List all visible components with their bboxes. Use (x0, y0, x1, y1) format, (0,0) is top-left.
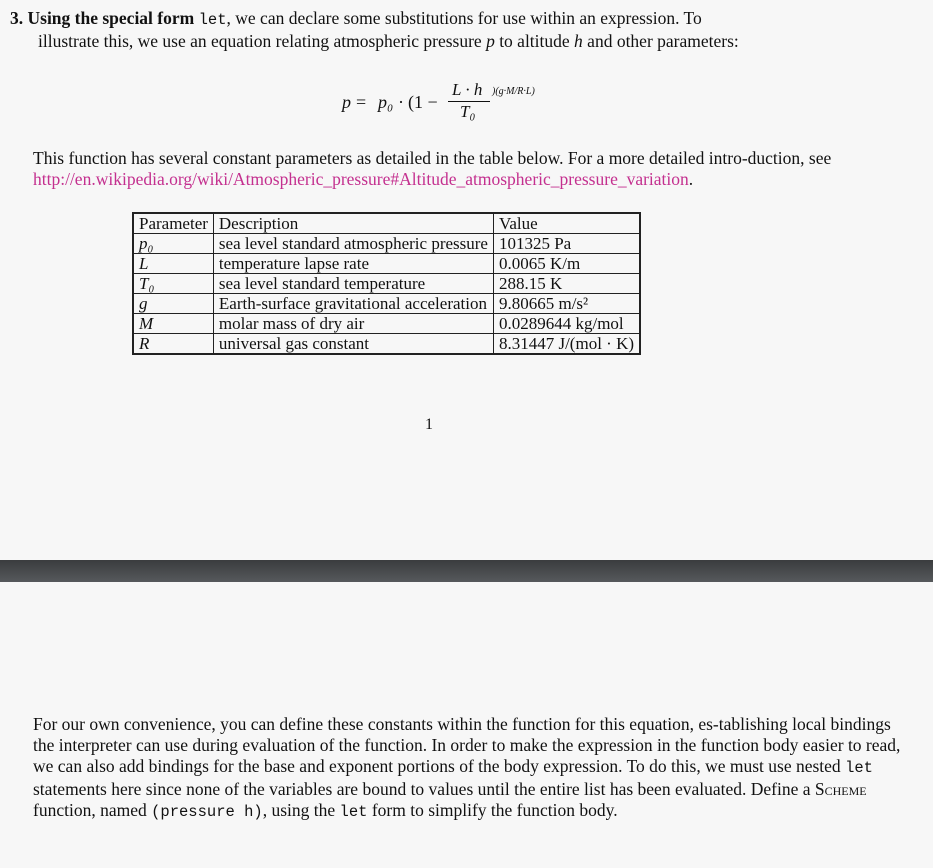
header-description: Description (213, 213, 493, 234)
eq-p0: p₀ (378, 92, 394, 112)
eq-open: (1 − (408, 92, 438, 112)
pressure-equation (342, 80, 602, 128)
code-let: let (198, 11, 227, 29)
eq-equals: = (356, 92, 367, 112)
intro-text: , we can declare some substitutions for use within an expression. To (226, 8, 702, 28)
var-p: p (486, 31, 495, 51)
table-row: L temperature lapse rate 0.0065 K/m (133, 254, 640, 274)
page-separator (0, 560, 933, 582)
header-value: Value (493, 213, 640, 234)
parameter-table (132, 212, 641, 355)
code-pressure-h: (pressure h) (151, 803, 263, 821)
eq-denominator: T₀ (460, 102, 476, 121)
var-h: h (574, 31, 583, 51)
wikipedia-link[interactable]: http://en.wikipedia.org/wiki/Atmospheric_pressure#Altitude_atmospheric_pressure_variation (33, 169, 689, 189)
table-row: M molar mass of dry air 0.0289644 kg/mol (133, 314, 640, 334)
intro-line-2: illustrate this, we use an equation relating atmospheric pressure p to altitude h and other parameters: (38, 31, 739, 51)
eq-numerator: L · h (452, 80, 483, 99)
code-let: let (339, 803, 368, 821)
table-header-row (133, 213, 640, 234)
eq-lhs: p (342, 92, 351, 112)
problem-number: 3. (10, 8, 24, 28)
table-row: p₀ sea level standard atmospheric pressure 101325 Pa (133, 234, 640, 254)
problem-lead: Using the special form (27, 8, 195, 28)
eq-exponent: )(g·M/R·L) (492, 86, 535, 97)
table-row: g Earth-surface gravitational acceleration 9.80665 m/s² (133, 294, 640, 314)
problem-intro (10, 8, 915, 52)
description-paragraph: This function has several constant parameters as detailed in the table below. For a more detailed intro-duction, see http://en.wikipedia.org/wiki/Atmospheric_pressure#Altitude_atmospheric_pressure_variation. (33, 148, 832, 189)
eq-dot: · (398, 92, 404, 112)
code-let: let (845, 759, 873, 777)
scheme-name: Scheme (814, 779, 867, 799)
table-row: T₀ sea level standard temperature 288.15 K (133, 274, 640, 294)
table-row: R universal gas constant 8.31447 J/(mol · K) (133, 334, 640, 355)
page-number: 1 (425, 416, 433, 433)
instructions-paragraph: For our own convenience, you can define these constants within the function for this equation, es-tablishing local bindings the interpreter can use during evaluation of the function. In order to make the expression in the function body easier to read, we can also add bindings for the base and exponent portions of the body expression. To do this, we must use nested let statements here since none of the variables are bound to values until the entire list has been evaluated. Define a Scheme function, named (pressure h), using the let form to simplify the function body. (33, 714, 901, 821)
header-parameter: Parameter (133, 213, 213, 234)
